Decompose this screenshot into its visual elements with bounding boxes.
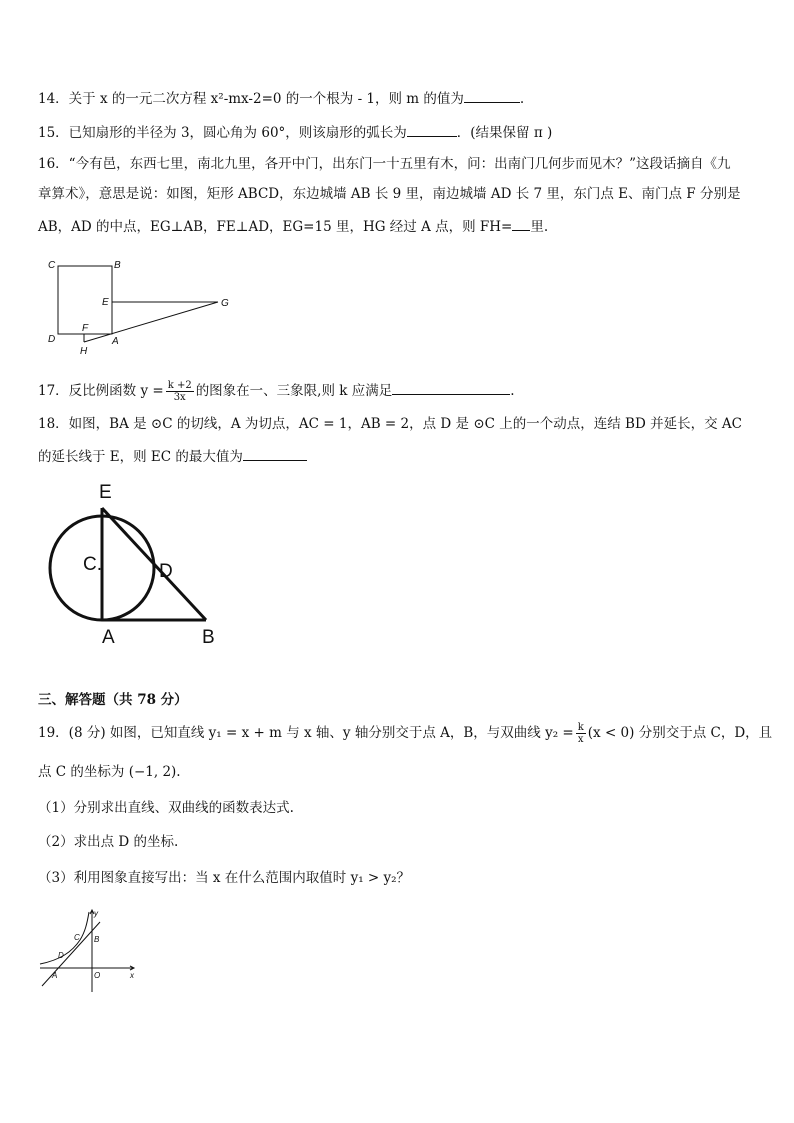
label-a: A [102,627,115,648]
q19-text-a: 19．(8 分) 如图，已知直线 y₁ = x + m 与 x 轴、y 轴分别交于点 A，B，与双曲线 y₂ = [38,725,574,741]
q19-figure [36,906,140,994]
q16-text: AB，AD 的中点，EG⊥AB，FE⊥AD，EG=15 里，HG 经过 A 点，则 FH= [38,219,513,235]
label-x: x [130,971,134,980]
question-15 [38,122,552,143]
q19-sub-1: （1）分别求出直线、双曲线的函数表达式. [38,800,294,816]
line-y1 [42,922,100,986]
question-17 [38,380,515,403]
q14-suffix: . [519,91,525,107]
q18-answer-blank[interactable] [243,446,307,461]
q16-figure [40,256,240,360]
label-b: B [114,260,121,271]
q17-numerator: k +2 [167,380,192,391]
label-h: H [80,346,88,357]
q19-sub-2: （2）求出点 D 的坐标. [38,834,179,850]
label-g: G [221,298,229,309]
label-b: B [202,627,215,648]
label-f: F [82,323,89,334]
q19-fraction [576,722,586,745]
q16-suffix: 里. [530,219,549,235]
q15-suffix: ．(结果保留 π ) [456,125,553,141]
label-o: O [94,971,101,980]
q14-answer-blank[interactable] [464,88,520,103]
label-e: E [99,482,112,503]
hyperbola-y2 [40,912,89,964]
label-a: A [112,336,119,347]
q19-sub-3: （3）利用图象直接写出：当 x 在什么范围内取值时 y₁ > y₂？ [38,870,411,886]
label-d: D [48,334,56,345]
segment-eb [102,508,206,620]
label-d: D [58,951,64,960]
q17-middle: 的图象在一、三象限,则 k 应满足 [195,383,393,399]
label-a: A [52,971,58,980]
q18-line-1: 18．如图，BA 是 ⊙C 的切线，A 为切点，AC = 1，AB = 2，点 D 是 ⊙C 上的一个动点，连结 BD 并延长，交 AC [38,416,742,432]
label-c: C [48,260,56,271]
q17-fraction [166,380,194,403]
label-b: B [94,935,100,944]
q19-line-2: 点 C 的坐标为 (−1, 2). [38,764,181,780]
q16-line-2: 章算术》，意思是说：如图，矩形 ABCD，东边城墙 AB 长 9 里，南边城墙 AD 长 7 里，东门点 E、南门点 F 分别是 [38,186,741,202]
q19-denominator: x [577,734,584,745]
q18-figure [40,474,240,652]
label-y: y [94,909,98,918]
label-c: C [74,933,80,942]
q16-line-3 [38,216,548,237]
q15-text: 15．已知扇形的半径为 3，圆心角为 60°，则该扇形的弧长为 [38,125,407,141]
q17-answer-blank[interactable] [392,380,510,395]
q19-text-b: (x < 0) 分别交于点 C，D，且 [587,725,773,741]
q17-suffix: . [510,383,515,399]
q17-text: 17．反比例函数 y = [38,383,164,399]
q18-text: 的延长线于 E，则 EC 的最大值为 [38,449,243,465]
q15-answer-blank[interactable] [407,122,457,137]
question-14 [38,88,524,109]
q19-numerator: k [577,722,584,733]
q18-line-2 [38,446,307,467]
section-3-title: 三、解答题（共 78 分） [38,692,188,708]
label-e: E [102,297,109,308]
segment-hg [84,302,218,342]
q14-text: 14．关于 x 的一元二次方程 x²-mx-2=0 的一个根为 - 1，则 m 的值为 [38,91,464,107]
label-d: D [159,561,173,582]
label-c: C. [83,554,102,575]
q19-line-1 [38,722,772,745]
q17-denominator: 3x [173,392,186,403]
q16-answer-blank[interactable] [512,216,530,231]
q16-line-1: 16．“今有邑，东西七里，南北九里，各开中门，出东门一十五里有木，问：出南门几何步而见木？”这段话摘自《九 [38,156,731,172]
